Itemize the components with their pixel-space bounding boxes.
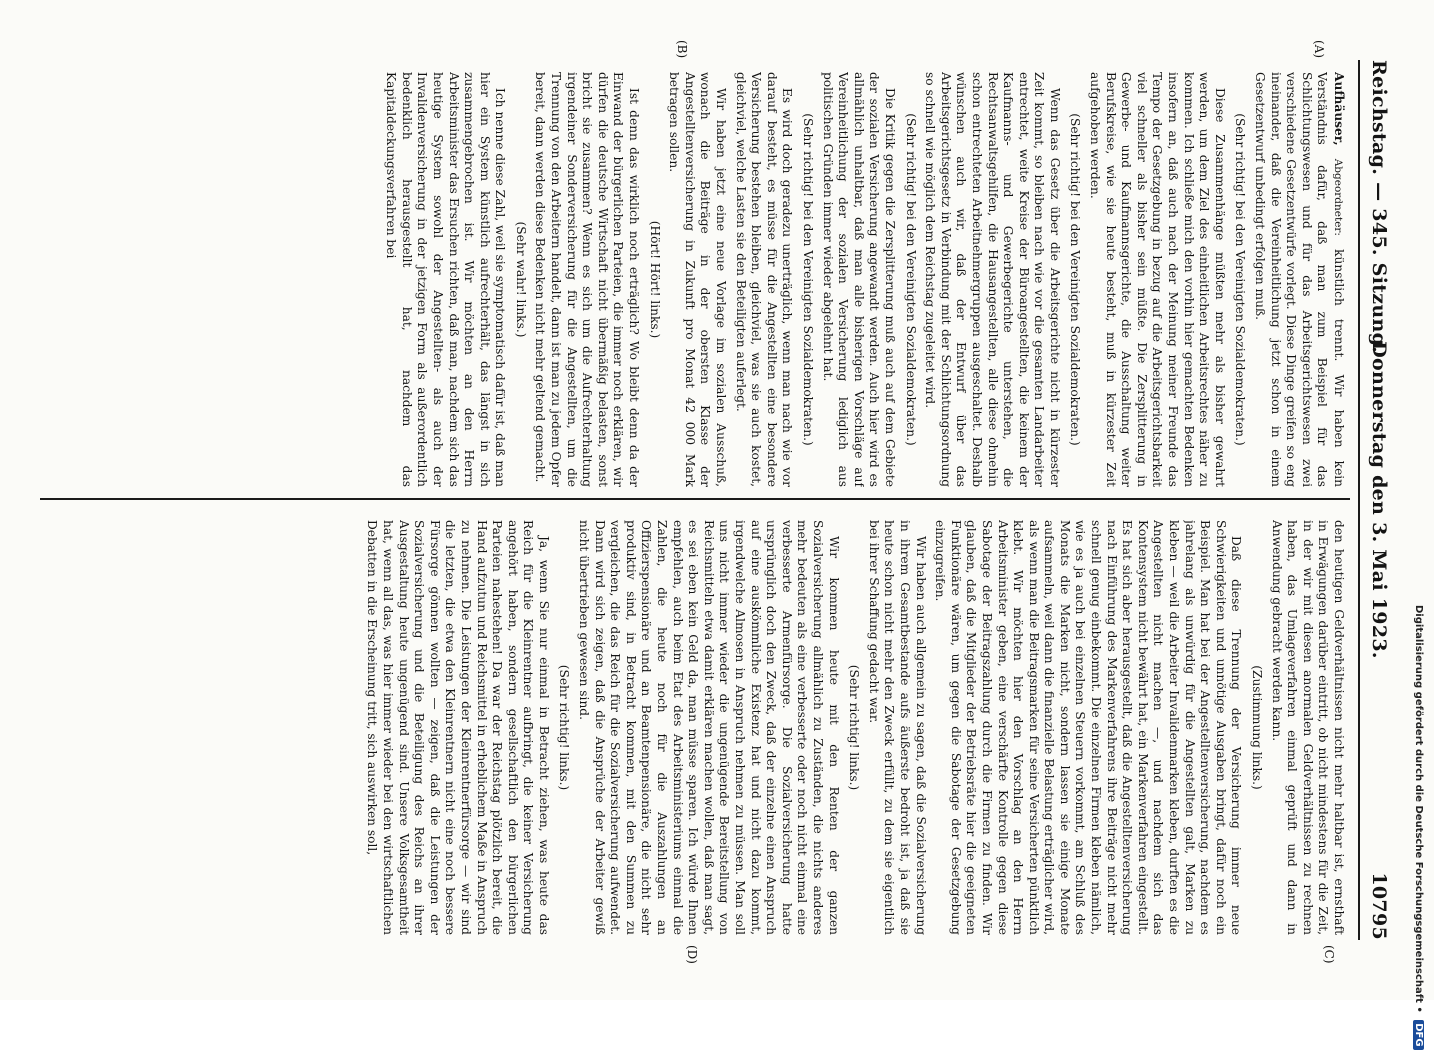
interjection: (Sehr richtig! links.) [847, 664, 862, 791]
marker-d: (D) [685, 945, 699, 964]
paragraph: Wir haben jetzt eine neue Vorlage im sozialen Ausschuß, wonach die Beiträge in der obersten Klasse der Angestelltenversicherung in Zukunft pro Monat 42 000 Mark betragen sollen. [667, 72, 729, 487]
header-session: Reichstag. — 345. Sitzung. [1368, 60, 1390, 354]
header-date: Donnerstag den 3. Mai 1923. [1368, 341, 1390, 659]
marker-a: (A) [1312, 40, 1326, 59]
digitization-stamp [1413, 605, 1424, 1050]
digitization-note: Digitalisierung gefördert durch die Deutsche Forschungsgemeinschaft • [1413, 605, 1424, 1013]
paragraph: Ist denn das wirklich noch erträglich? Wo bleibt denn da der Einwand der bürgerlichen Parteien, die immer noch erklären, wir dürfen die deutsche Wirtschaft nicht übermäßig belasten, sonst bricht sie zusammen? Wenn es sich um die Aufrechterhaltung irgendeiner Sonderversicherung für die Angestellten, um die Trennung von den Arbeitern handelt, dann ist man zu jedem Opfer bereit, dann werden diese Bedenken nicht mehr geltend gemacht. [533, 72, 642, 487]
paragraph: Wir kommen heute mit den Renten der ganzen Sozialversicherung allmählich zu Zuständen, die nichts anderes mehr bedeuten als eine verbesserte oder noch nicht einmal eine verbesserte Armenfürsorge. Die Sozialversicherung hatte ursprünglich doch den Zweck, daß der einzelne einen Anspruch auf eine auskömmliche Existenz hat und nicht dazu kommt, irgendwelche Almosen in Anspruch nehmen zu müssen. Man soll uns nicht immer wieder die ungenügende Bereitstellung von Reichsmitteln etwa damit erklären machen wollen, daß man sagt, es sei eben kein Geld da, man müsse sparen. Ich würde Ihnen empfehlen, auch beim Etat des Arbeitsministeriums einmal die Zahlen, die heute noch für die Auszahlungen an Offizierspensionäre und an Beamtenpensionäre, die nicht sehr produktiv sind, in Betracht kommen, mit den Summen zu vergleichen, die das Reich für die Sozialversicherung aufwendet. Dann wird sich zeigen, daß die Ansprüche der Arbeiter gewiß nicht übertrieben gewesen sind. [577, 520, 841, 935]
paragraph: Wir haben auch allgemein zu sagen, daß die Sozialversicherung in ihrem Gesamtbestande aufs äußerste bedroht ist, ja daß sie heute schon nicht mehr den Zweck erfüllt, zu dem sie eigentlich bei ihrer Schaffung gedacht war. [866, 520, 928, 935]
page-number: 10795 [1368, 872, 1390, 940]
interjection: (Sehr richtig! bei den Vereinigten Sozialdemokraten.) [903, 113, 918, 446]
header-rule [1358, 60, 1360, 940]
speaker-name: Aufhäuser, [1332, 72, 1346, 146]
paragraph: Die Kritik gegen die Zersplitterung muß auch auf dem Gebiete der sozialen Versicherung angewandt werden. Auch hier wird es allmählich unhaltbar, daß man alle bisherigen Vorschläge auf Vereinheitlichung der sozialen Versicherung lediglich aus politischen Gründen immer wieder abgelehnt hat. [820, 72, 897, 487]
paragraph: Ich nenne diese Zahl, weil sie symptomatisch dafür ist, daß man hier ein System künstlich aufrechterhält, das längst in sich zusammengebrochen ist. Wir möchten an den Herrn Arbeitsminister das Ersuchen richten, daß man, nachdem sich das heutige System sowohl der Angestellten- als auch der Invalidenversicherung in der jetzigen Form als außerordentlich bedenklich herausgestellt hat, nachdem das Kapitaldeckungsverfahren bei [384, 72, 508, 487]
interjection: (Zustimmung links.) [1250, 665, 1265, 790]
page-header [1366, 60, 1390, 940]
paragraph: Aufhäuser, Abgeordneter: künstlich trennt. Wir haben kein Verständnis dafür, daß man zum Beispiel für das Schlichtungswesen und für das Arbeitsgerichtswesen zwei verschiedene Gesetzentwürfe vorlegt. Diese Dinge greifen so eng ineinander, daß die Vereinheitlichung jetzt schon in einem Gesetzentwurf unbedingt erfolgen muß. [1253, 72, 1346, 487]
right-column [36, 520, 1346, 935]
left-column [36, 72, 1346, 487]
interjection: (Sehr wahr! links.) [513, 221, 528, 338]
paragraph: Wenn das Gesetz über die Arbeitsgerichte nicht in kürzester Zeit kommt, so bleiben nach wie vor die gesamten Landarbeiter entrechtet, weite Kreise der Büroangestellten, die keinem der Kaufmanns- und Gewerbegerichte unterstehen, die Rechtsanwaltsgehilfen, die Hausangestellten, alle diese ohnehin schon entrechteten Arbeitnehmergruppen ausgeschaltet. Deshalb wünschen auch wir, daß der Entwurf über das Arbeitsgerichtsgesetz in Verbindung mit der Schlichtungsordnung so schnell wie möglich dem Reichstag zugeleitet wird. [923, 72, 1062, 487]
interjection: (Sehr richtig! bei den Vereinigten Sozialdemokraten.) [1233, 113, 1248, 446]
column-divider [40, 498, 1350, 500]
paragraph: Diese Zusammenhänge müßten mehr als bisher gewahrt werden, um dem Ziel des einheitlichen Arbeitsrechtes näher zu kommen. Ich schließe mich den vorhin hier gemachten Bedenken insofern an, daß auch nach der Meinung meiner Freunde das Tempo der Gesetzgebung in bezug auf die Arbeitsgerichtsbarkeit viel schneller als bisher sein müßte. Die Zersplitterung in Gewerbe- und Kaufmannsgerichte, die Ausschaltung weiter Berufskreise, wie sie heute besteht, muß in kürzester Zeit aufgehoben werden. [1088, 72, 1227, 487]
speaker-role: Abgeordneter: [1332, 158, 1344, 236]
interjection: (Hört! Hört! links.) [647, 220, 662, 339]
paragraph: Es wird doch geradezu unerträglich, wenn man nach wie vor darauf besteht, es müsse für die Angestellten eine besondere Versicherung bestehen bleiben, gleichviel, was sie auch kostet, gleichviel, welche Lasten sie den Beteiligten auferlegt. [733, 72, 795, 487]
marker-b: (B) [675, 40, 689, 59]
marker-c: (C) [1322, 945, 1336, 964]
interjection: (Sehr richtig! bei den Vereinigten Sozialdemokraten.) [801, 113, 815, 446]
paragraph: den heutigen Geldverhältnissen nicht mehr haltbar ist, ernsthaft in Erwägungen darüber eintritt, ob nicht mindestens für die Zeit, in der wir mit diesen anormalen Geldverhältnissen zu rechnen haben, das Umlageverfahren einmal geprüft und dann in Anwendung gebracht werden kann. [1269, 520, 1346, 935]
paragraph: Ja, wenn Sie nur einmal in Betracht ziehen, was heute das Reich für die Kleinrentner aufbringt, die keiner Versicherung angehört haben, sondern gesellschaftlich den bürgerlichen Parteien nahestehen! Da war der Reichstag plötzlich bereit, die Hand aufzutun und Reichsmittel in erheblichem Maße in Anspruch zu nehmen. Die Leistungen der Kleinrentnerfürsorge — wir sind die letzten, die etwa den Kleinrentnern nicht eine noch bessere Fürsorge gönnen wollten — zeigen, daß die Leistungen der Sozialversicherung und die Beteiligung des Reichs an ihrer Ausgestaltung heute ungenügend sind. Unsere Volksgesamtheit hat, wenn all das, was hier immer wieder bei den wirtschaftlichen Debatten in die Erscheinung tritt, sich auswirken soll, [365, 520, 551, 935]
interjection: (Sehr richtig! bei den Vereinigten Sozialdemokraten.) [1068, 113, 1083, 446]
dfg-logo: DFG [1413, 1020, 1424, 1049]
paragraph: Daß diese Trennung der Versicherung immer neue Schwierigkeiten und unnötige Ausgaben bringt, dafür noch ein Beispiel. Man hat bei der Angestelltenversicherung, nachdem es jahrelang als unwürdig für die Angestellten galt, Marken zu kleben — weil die Arbeiter Invalidenmarken kleben, durften es die Angestellten nicht machen —, und nachdem sich das Kontensystem nicht bewährt hat, ein Markenverfahren eingestellt. Es hat sich aber herausgestellt, daß die Angestelltenversicherung nach Einführung des Markenverfahrens ihre Beiträge nicht mehr schnell genug einbekommt. Die einzelnen Firmen kleben nämlich, wie es ja auch bei einzelnen Steuern vorkommt, am Schluß des Monats die Marken nicht, sondern lassen sie einige Monate aufsammeln, weil dann die finanzielle Belastung erträglicher wird, als wenn man die Beitragsmarken für seine Versicherten pünktlich klebt. Wir möchten hier den Vorschlag an den Herrn Arbeitsminister geben, eine verschärfte Kontrolle gegen diese Sabotage der Beitragszahlung durch die Firmen zu finden. Wir glauben, daß die Mitglieder der Betriebsräte hier die geeigneten Funktionäre wären, um gegen die Sabotage der Gesetzgebung einzugreifen. [933, 520, 1244, 935]
interjection: (Sehr richtig! links.) [557, 664, 572, 791]
